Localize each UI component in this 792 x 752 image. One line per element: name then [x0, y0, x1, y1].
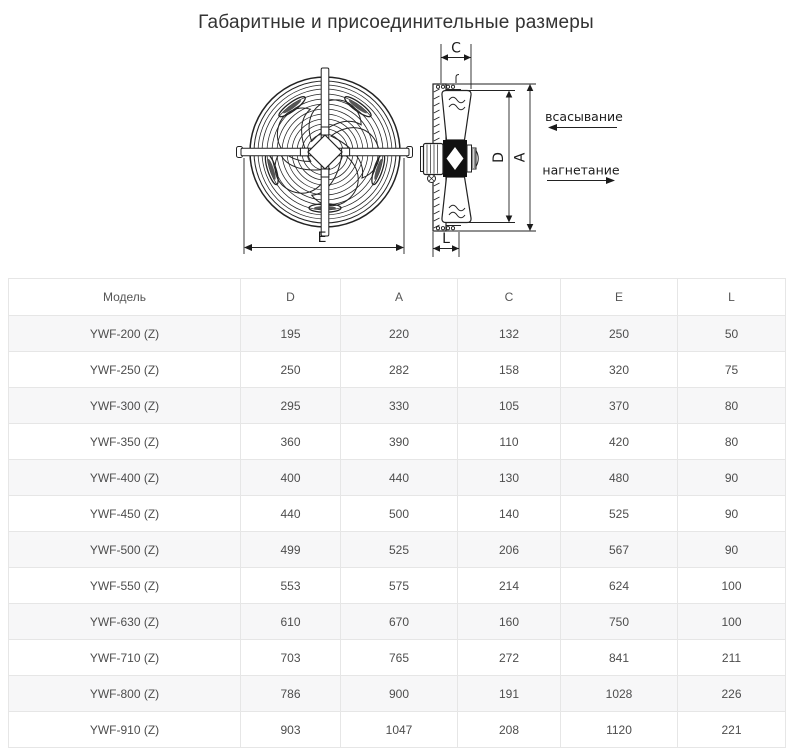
- dimension-cell: 525: [341, 532, 458, 568]
- model-cell: YWF-910 (Z): [9, 712, 241, 748]
- fan-dimension-diagram: [0, 36, 792, 274]
- dimension-cell: 750: [561, 604, 678, 640]
- dim-label-l: L: [442, 231, 450, 247]
- dimension-cell: 567: [561, 532, 678, 568]
- dimension-cell: 480: [561, 460, 678, 496]
- column-header-d: D: [241, 279, 341, 316]
- column-header-c: C: [458, 279, 561, 316]
- dimension-cell: 320: [561, 352, 678, 388]
- dimension-cell: 80: [678, 424, 786, 460]
- dimension-cell: 420: [561, 424, 678, 460]
- table-row: [9, 532, 786, 568]
- dimension-cell: 250: [241, 352, 341, 388]
- dimension-cell: 75: [678, 352, 786, 388]
- dimension-cell: 610: [241, 604, 341, 640]
- dimension-cell: 211: [678, 640, 786, 676]
- dimension-cell: 105: [458, 388, 561, 424]
- dimension-cell: 786: [241, 676, 341, 712]
- dimension-cell: 390: [341, 424, 458, 460]
- dimension-cell: 195: [241, 316, 341, 352]
- dimension-cell: 130: [458, 460, 561, 496]
- spec-table-body: [9, 316, 786, 748]
- dimension-cell: 158: [458, 352, 561, 388]
- table-row: [9, 640, 786, 676]
- table-row: [9, 460, 786, 496]
- dimension-cell: 220: [341, 316, 458, 352]
- model-cell: YWF-550 (Z): [9, 568, 241, 604]
- dimensions-table: [8, 278, 786, 748]
- dimension-cell: 132: [458, 316, 561, 352]
- model-cell: YWF-400 (Z): [9, 460, 241, 496]
- column-header-a: A: [341, 279, 458, 316]
- dimension-cell: 221: [678, 712, 786, 748]
- dimension-cell: 360: [241, 424, 341, 460]
- dimension-cell: 140: [458, 496, 561, 532]
- dimension-cell: 499: [241, 532, 341, 568]
- table-row: [9, 712, 786, 748]
- model-cell: YWF-450 (Z): [9, 496, 241, 532]
- dimension-cell: 400: [241, 460, 341, 496]
- dimension-cell: 100: [678, 604, 786, 640]
- suction-arrow-icon: [548, 124, 617, 131]
- dimension-cell: 1028: [561, 676, 678, 712]
- dimension-cell: 282: [341, 352, 458, 388]
- dimensions-table-container: [8, 278, 785, 748]
- dimension-cell: 1047: [341, 712, 458, 748]
- discharge-label: нагнетание: [542, 162, 620, 178]
- dimension-cell: 841: [561, 640, 678, 676]
- model-cell: YWF-800 (Z): [9, 676, 241, 712]
- discharge-arrow-icon: [547, 177, 615, 184]
- dimension-cell: 80: [678, 388, 786, 424]
- dimension-cell: 903: [241, 712, 341, 748]
- dimension-cell: 272: [458, 640, 561, 676]
- table-row: [9, 604, 786, 640]
- table-row: [9, 316, 786, 352]
- table-row: [9, 496, 786, 532]
- dim-label-e: E: [317, 230, 327, 246]
- model-cell: YWF-250 (Z): [9, 352, 241, 388]
- table-row: [9, 676, 786, 712]
- spec-table-head-row: [9, 279, 786, 316]
- mounting-cross: [237, 68, 413, 236]
- table-row: [9, 424, 786, 460]
- dim-label-d: D: [491, 152, 507, 163]
- dimension-cell: 208: [458, 712, 561, 748]
- suction-label: всасывание: [545, 109, 623, 124]
- airflow-annotations: [542, 109, 623, 184]
- dimension-cell: 191: [458, 676, 561, 712]
- dimension-cell: 440: [341, 460, 458, 496]
- dimension-cell: 50: [678, 316, 786, 352]
- dim-label-c: C: [451, 40, 461, 57]
- column-header-l: L: [678, 279, 786, 316]
- model-cell: YWF-500 (Z): [9, 532, 241, 568]
- dimension-cell: 250: [561, 316, 678, 352]
- dimension-cell: 160: [458, 604, 561, 640]
- fan-side-view: [421, 41, 537, 258]
- dimension-cell: 90: [678, 496, 786, 532]
- dimension-cell: 90: [678, 532, 786, 568]
- dim-label-a: A: [512, 152, 529, 163]
- dimension-cell: 553: [241, 568, 341, 604]
- dimension-cell: 525: [561, 496, 678, 532]
- dimension-cell: 900: [341, 676, 458, 712]
- dimension-cell: 100: [678, 568, 786, 604]
- table-row: [9, 388, 786, 424]
- model-cell: YWF-630 (Z): [9, 604, 241, 640]
- table-row: [9, 568, 786, 604]
- dimension-cell: 90: [678, 460, 786, 496]
- dimension-cell: 765: [341, 640, 458, 676]
- dimension-cell: 370: [561, 388, 678, 424]
- dimension-cell: 670: [341, 604, 458, 640]
- dimension-cell: 703: [241, 640, 341, 676]
- dimension-cell: 575: [341, 568, 458, 604]
- page-title: Габаритные и присоединительные размеры: [198, 12, 594, 33]
- dimension-cell: 110: [458, 424, 561, 460]
- fan-front-view: [237, 68, 413, 254]
- column-header-e: E: [561, 279, 678, 316]
- model-cell: YWF-350 (Z): [9, 424, 241, 460]
- dimension-cell: 1120: [561, 712, 678, 748]
- dimension-cell: 206: [458, 532, 561, 568]
- model-cell: YWF-710 (Z): [9, 640, 241, 676]
- dimension-cell: 624: [561, 568, 678, 604]
- dimension-cell: 500: [341, 496, 458, 532]
- dimension-cell: 440: [241, 496, 341, 532]
- table-row: [9, 352, 786, 388]
- dimension-cell: 214: [458, 568, 561, 604]
- dimension-cell: 295: [241, 388, 341, 424]
- dimension-cell: 330: [341, 388, 458, 424]
- dimension-cell: 226: [678, 676, 786, 712]
- model-cell: YWF-300 (Z): [9, 388, 241, 424]
- column-header-model: Модель: [9, 279, 241, 316]
- model-cell: YWF-200 (Z): [9, 316, 241, 352]
